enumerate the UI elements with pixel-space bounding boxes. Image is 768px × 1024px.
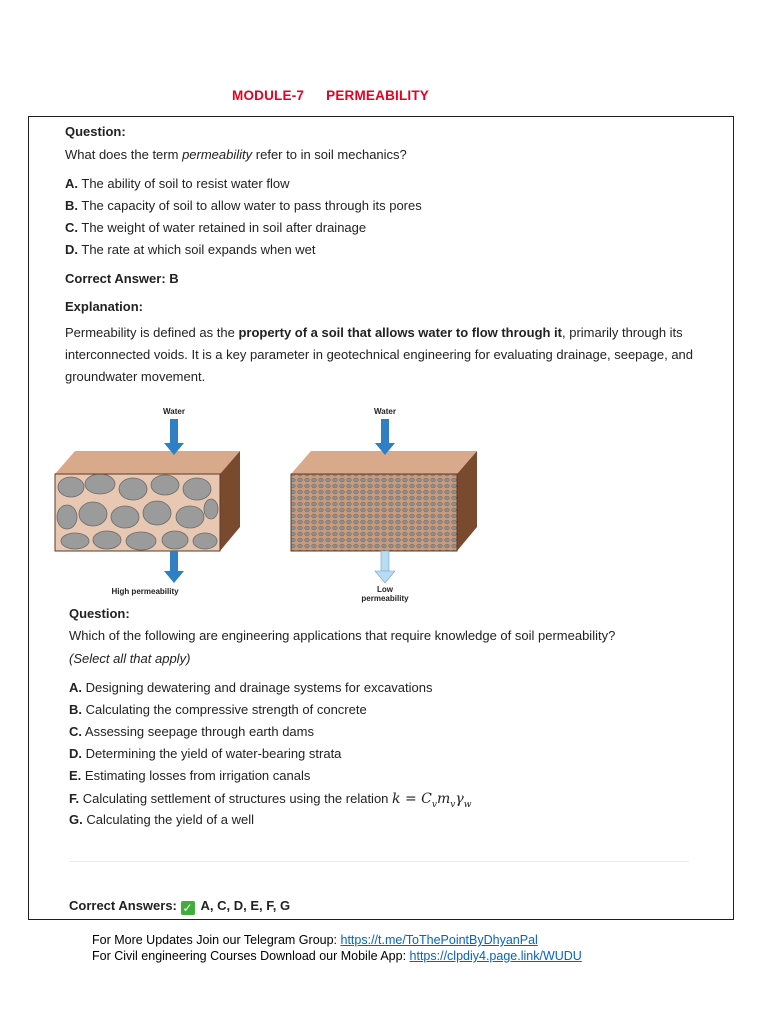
module-number: MODULE-7 [232,88,305,103]
telegram-link[interactable]: https://t.me/ToThePointByDhyanPal [340,933,538,947]
answers-value: A, C, D, E, F, G [200,898,291,913]
footer [92,932,582,964]
coarse-stones [57,474,218,550]
q2-option-f: F. Calculating settlement of structures using the relation $k = C_vm_v\gamma_w$ [69,791,472,810]
q2-option-g: G. Calculating the yield of a well [69,812,255,827]
q1-explanation-label: Explanation: [65,299,144,314]
q1-prompt-end: refer to in soil mechanics? [252,147,407,162]
q1-option-c: C. The weight of water retained in soil after drainage [65,220,367,235]
q1-option-d: D. The rate at which soil expands when wet [65,242,316,257]
q2-option-d: D. Determining the yield of water-bearing strata [69,746,342,761]
left-water-label: Water [163,407,185,416]
settlement-formula: $k = C_vm_v\gamma_w$ [392,791,472,810]
divider [69,861,689,862]
low-label: Low [377,585,393,594]
q2-prompt: Which of the following are engineering applications that require knowledge of soil permeability? [69,628,616,643]
q2-note: (Select all that apply) [69,651,191,666]
q1-prompt-start: What does the term [65,147,183,162]
q2-option-c: C. Assessing seepage through earth dams [69,724,314,739]
low-permeability-block [291,419,477,583]
q2-option-b: B. Calculating the compressive strength of concrete [69,702,367,717]
q2-option-a: A. Designing dewatering and drainage systems for excavations [69,680,433,695]
content-frame [28,116,734,920]
low-permeability-label: permeability [361,594,409,603]
q1-option-a: A. The ability of soil to resist water flow [65,176,290,191]
q1-prompt [65,148,407,163]
footer-telegram-line: For More Updates Join our Telegram Group: https://t.me/ToThePointByDhyanPal [92,933,538,947]
q2-label: Question: [69,606,130,621]
footer-app-line: For Civil engineering Courses Download our Mobile App: https://clpdiy4.page.link/WUDU [92,949,582,963]
q1-correct-answer: Correct Answer: B [65,271,179,286]
q1-prompt-term: permeability [182,147,253,162]
q1-explanation: Permeability is defined as the property of a soil that allows water to flow through it, primarily through its interconnected voids. It is a key parameter in geotechnical engineering for evaluating drainage, seepage, and groundwater movement. [65,325,694,384]
module-title [232,88,429,103]
q1-option-b: B. The capacity of soil to allow water to pass through its pores [65,198,422,213]
q2-option-e: E. Estimating losses from irrigation canals [69,768,311,783]
right-water-label: Water [374,407,396,416]
high-permeability-block [55,419,240,583]
high-permeability-label: High permeability [111,587,179,596]
app-link[interactable]: https://clpdiy4.page.link/WUDU [409,949,582,963]
check-mark-icon: ✓ [182,901,193,915]
q2-correct-answers [69,899,290,915]
answers-label: Correct Answers: [69,898,177,913]
module-topic: PERMEABILITY [326,88,430,103]
permeability-figure [45,399,495,604]
q1-label: Question: [65,124,126,139]
